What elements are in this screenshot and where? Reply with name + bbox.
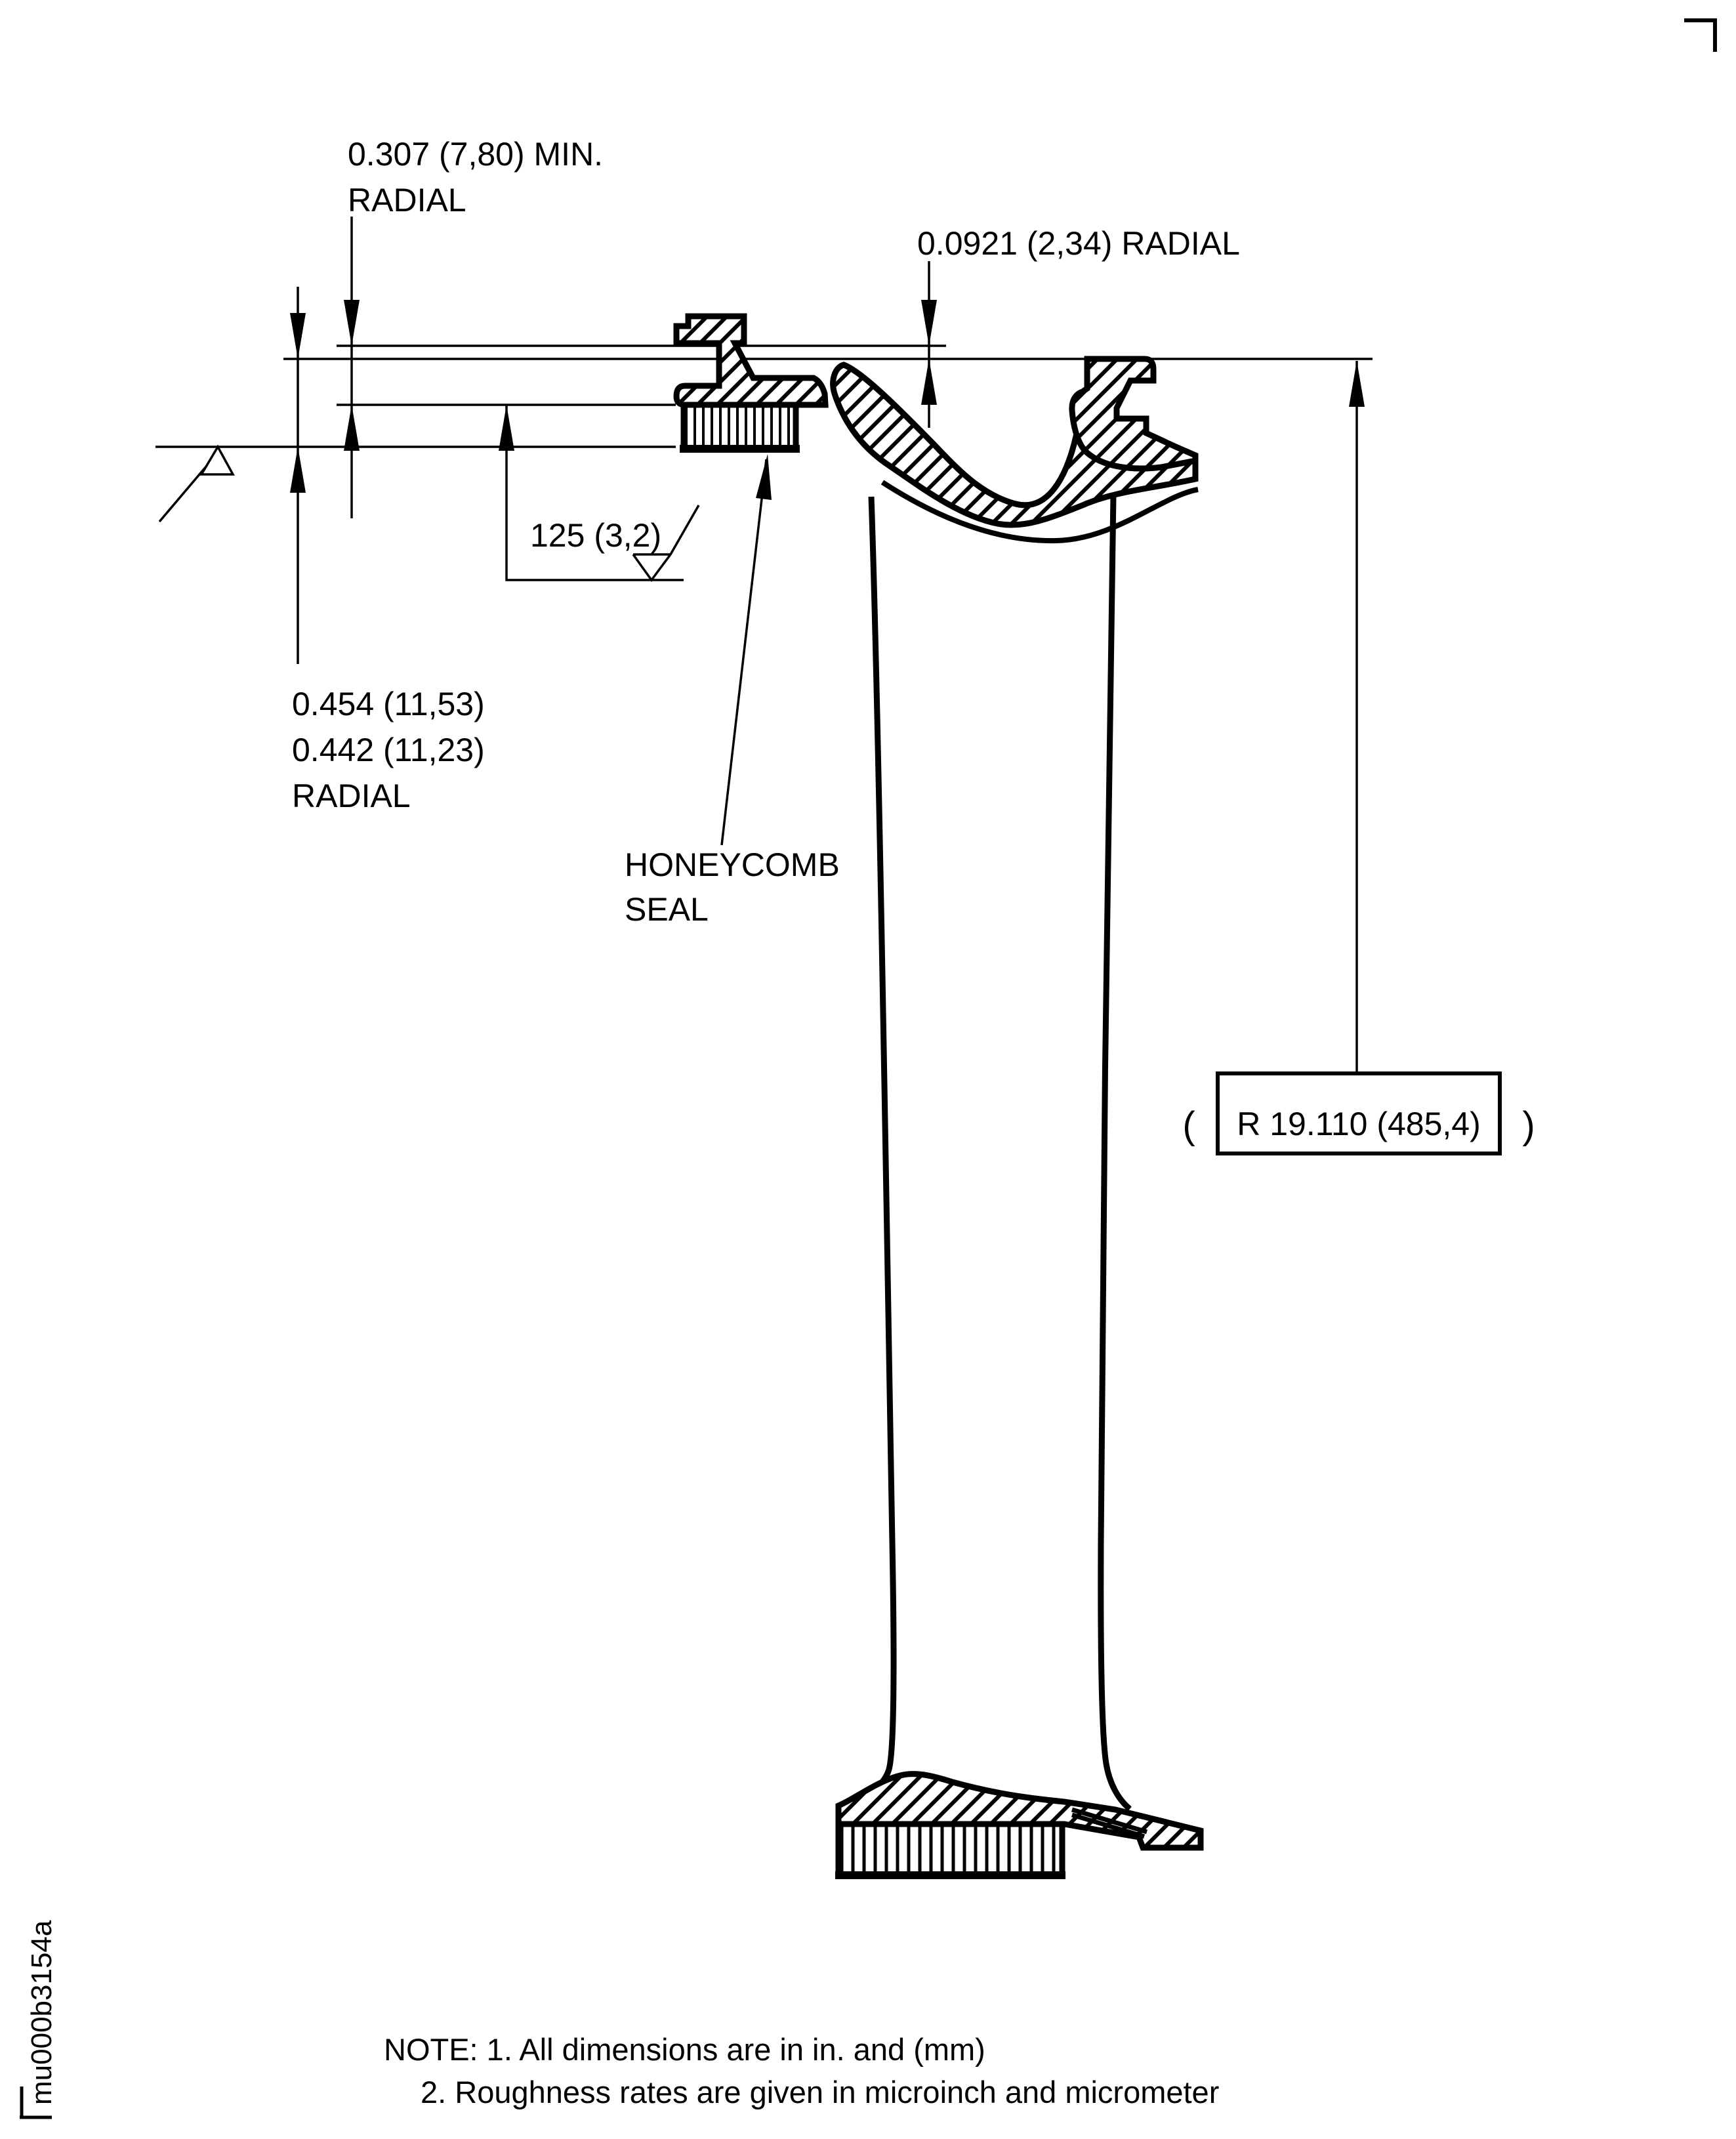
airfoil-right-edge: [1101, 494, 1130, 1809]
arrowhead: [344, 405, 360, 451]
arrowhead: [290, 447, 306, 493]
note-line1: NOTE: 1. All dimensions are in in. and (mm): [384, 2032, 985, 2067]
dim-radial-depth-line1: 0.454 (11,53): [292, 686, 485, 722]
right-seal-rail-section: [1072, 359, 1195, 468]
blade-tip-shroud-section: [676, 316, 1198, 541]
airfoil-section: [848, 494, 1130, 1809]
radius-ref-value: R 19.110 (485,4): [1237, 1106, 1481, 1142]
arrowhead: [290, 313, 306, 359]
arrowhead: [921, 359, 937, 405]
airfoil-left-edge: [848, 497, 894, 1804]
datum-flag-icon: [159, 447, 233, 522]
label-honeycomb-line1: HONEYCOMB: [625, 846, 840, 883]
dim-min-radial-line1: 0.307 (7,80) MIN.: [348, 136, 604, 173]
arrowhead: [499, 405, 514, 451]
arrowhead: [344, 300, 360, 346]
radius-ref-callout: [1182, 1073, 1535, 1153]
note-line2: 2. Roughness rates are given in microinch and micrometer: [421, 2075, 1220, 2109]
dim-radial-depth-line3: RADIAL: [292, 778, 411, 814]
radius-ref-open-paren: (: [1182, 1104, 1195, 1147]
dim-min-radial-line2: RADIAL: [348, 182, 466, 218]
arrowhead: [756, 454, 772, 500]
arrowhead: [1349, 361, 1365, 407]
radius-ref-close-paren: ): [1522, 1104, 1535, 1147]
corner-mark-top-right: [1684, 18, 1717, 52]
arrowhead: [921, 300, 937, 346]
honeycomb-seal-block: [684, 405, 796, 449]
dim-radial-depth-line2: 0.442 (11,23): [292, 732, 485, 768]
dim-roughness: 125 (3,2): [530, 517, 662, 554]
doc-code: mu000b3154a: [26, 1920, 58, 2105]
root-serration-block: [838, 1824, 1062, 1875]
seal-carrier-section: [676, 316, 825, 405]
blade-root-section: [835, 1774, 1201, 1875]
label-honeycomb-line2: SEAL: [625, 891, 709, 928]
dim-radial-clearance: 0.0921 (2,34) RADIAL: [917, 225, 1240, 262]
